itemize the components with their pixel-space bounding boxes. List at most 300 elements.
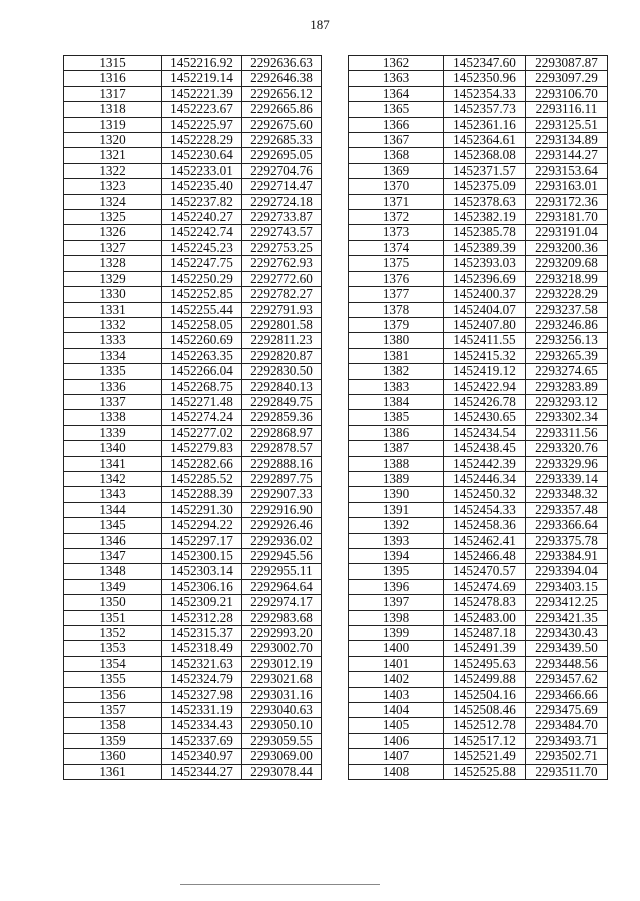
- table-row: [64, 471, 322, 486]
- point-number-cell: 1338: [64, 410, 162, 425]
- point-number-cell: 1349: [64, 579, 162, 594]
- coordinate-y-cell: 2293375.78: [526, 533, 608, 548]
- table-row: [64, 549, 322, 564]
- coordinate-y-cell: 2292897.75: [242, 471, 322, 486]
- coordinate-y-cell: 2293172.36: [526, 194, 608, 209]
- point-number-cell: 1387: [349, 441, 444, 456]
- table-row: [64, 749, 322, 764]
- coordinate-x-cell: 1452371.57: [444, 163, 526, 178]
- coordinate-y-cell: 2292646.38: [242, 71, 322, 86]
- table-row: [64, 533, 322, 548]
- table-row: [64, 302, 322, 317]
- coordinate-y-cell: 2293218.99: [526, 271, 608, 286]
- point-number-cell: 1365: [349, 102, 444, 117]
- coordinate-x-cell: 1452438.45: [444, 441, 526, 456]
- coordinate-x-cell: 1452495.63: [444, 656, 526, 671]
- coordinate-x-cell: 1452245.23: [162, 240, 242, 255]
- coordinate-y-cell: 2293106.70: [526, 86, 608, 101]
- coordinate-y-cell: 2293031.16: [242, 687, 322, 702]
- coordinate-x-cell: 1452334.43: [162, 718, 242, 733]
- coordinate-x-cell: 1452279.83: [162, 441, 242, 456]
- coordinate-y-cell: 2293448.56: [526, 656, 608, 671]
- coordinate-y-cell: 2293311.56: [526, 425, 608, 440]
- point-number-cell: 1330: [64, 287, 162, 302]
- coordinate-y-cell: 2293329.96: [526, 456, 608, 471]
- table-row: [349, 256, 608, 271]
- coordinate-x-cell: 1452422.94: [444, 379, 526, 394]
- point-number-cell: 1366: [349, 117, 444, 132]
- point-number-cell: 1322: [64, 163, 162, 178]
- point-number-cell: 1403: [349, 687, 444, 702]
- coordinate-x-cell: 1452400.37: [444, 287, 526, 302]
- point-number-cell: 1353: [64, 641, 162, 656]
- point-number-cell: 1392: [349, 518, 444, 533]
- point-number-cell: 1339: [64, 425, 162, 440]
- coordinate-y-cell: 2292945.56: [242, 549, 322, 564]
- table-row: [64, 687, 322, 702]
- coordinate-y-cell: 2293191.04: [526, 225, 608, 240]
- coordinate-y-cell: 2292974.17: [242, 595, 322, 610]
- coordinate-y-cell: 2293320.76: [526, 441, 608, 456]
- table-row: [64, 626, 322, 641]
- coordinate-y-cell: 2292665.86: [242, 102, 322, 117]
- point-number-cell: 1331: [64, 302, 162, 317]
- coordinate-y-cell: 2293274.65: [526, 364, 608, 379]
- coordinate-y-cell: 2293200.36: [526, 240, 608, 255]
- coordinate-y-cell: 2292704.76: [242, 163, 322, 178]
- point-number-cell: 1397: [349, 595, 444, 610]
- coordinate-x-cell: 1452350.96: [444, 71, 526, 86]
- coordinate-y-cell: 2292964.64: [242, 579, 322, 594]
- table-row: [64, 564, 322, 579]
- table-row: [349, 210, 608, 225]
- point-number-cell: 1342: [64, 471, 162, 486]
- point-number-cell: 1354: [64, 656, 162, 671]
- coordinate-x-cell: 1452242.74: [162, 225, 242, 240]
- table-row: [349, 333, 608, 348]
- point-number-cell: 1320: [64, 133, 162, 148]
- table-row: [64, 179, 322, 194]
- coordinate-y-cell: 2293246.86: [526, 317, 608, 332]
- table-row: [64, 210, 322, 225]
- point-number-cell: 1340: [64, 441, 162, 456]
- coordinate-y-cell: 2292695.05: [242, 148, 322, 163]
- table-row: [349, 302, 608, 317]
- coordinate-y-cell: 2292782.27: [242, 287, 322, 302]
- coordinate-x-cell: 1452258.05: [162, 317, 242, 332]
- coordinate-x-cell: 1452419.12: [444, 364, 526, 379]
- coordinate-x-cell: 1452282.66: [162, 456, 242, 471]
- table-row: [64, 133, 322, 148]
- coordinate-x-cell: 1452277.02: [162, 425, 242, 440]
- coordinate-table-left: [63, 55, 322, 780]
- coordinate-y-cell: 2292936.02: [242, 533, 322, 548]
- coordinate-y-cell: 2292733.87: [242, 210, 322, 225]
- coordinate-y-cell: 2293412.25: [526, 595, 608, 610]
- coordinate-x-cell: 1452404.07: [444, 302, 526, 317]
- point-number-cell: 1373: [349, 225, 444, 240]
- coordinate-y-cell: 2293228.29: [526, 287, 608, 302]
- coordinate-x-cell: 1452309.21: [162, 595, 242, 610]
- coordinate-x-cell: 1452354.33: [444, 86, 526, 101]
- table-row: [64, 364, 322, 379]
- coordinate-y-cell: 2293125.51: [526, 117, 608, 132]
- table-row: [349, 271, 608, 286]
- point-number-cell: 1317: [64, 86, 162, 101]
- coordinate-y-cell: 2292849.75: [242, 394, 322, 409]
- table-row: [64, 379, 322, 394]
- coordinate-x-cell: 1452525.88: [444, 764, 526, 779]
- point-number-cell: 1316: [64, 71, 162, 86]
- coordinate-x-cell: 1452230.64: [162, 148, 242, 163]
- point-number-cell: 1332: [64, 317, 162, 332]
- table-row: [349, 641, 608, 656]
- coordinate-y-cell: 2292868.97: [242, 425, 322, 440]
- table-row: [349, 687, 608, 702]
- coordinate-y-cell: 2293283.89: [526, 379, 608, 394]
- coordinate-x-cell: 1452219.14: [162, 71, 242, 86]
- coordinate-y-cell: 2293050.10: [242, 718, 322, 733]
- coordinate-x-cell: 1452499.88: [444, 672, 526, 687]
- point-number-cell: 1394: [349, 549, 444, 564]
- table-row: [64, 394, 322, 409]
- coordinate-y-cell: 2293163.01: [526, 179, 608, 194]
- point-number-cell: 1329: [64, 271, 162, 286]
- coordinate-x-cell: 1452368.08: [444, 148, 526, 163]
- point-number-cell: 1333: [64, 333, 162, 348]
- point-number-cell: 1378: [349, 302, 444, 317]
- coordinate-x-cell: 1452508.46: [444, 703, 526, 718]
- point-number-cell: 1359: [64, 733, 162, 748]
- coordinate-y-cell: 2293475.69: [526, 703, 608, 718]
- table-row: [64, 672, 322, 687]
- table-row: [349, 656, 608, 671]
- table-row: [64, 287, 322, 302]
- coordinate-x-cell: 1452389.39: [444, 240, 526, 255]
- coordinate-x-cell: 1452268.75: [162, 379, 242, 394]
- point-number-cell: 1341: [64, 456, 162, 471]
- coordinate-y-cell: 2293209.68: [526, 256, 608, 271]
- table-row: [349, 718, 608, 733]
- table-row: [349, 487, 608, 502]
- coordinate-x-cell: 1452450.32: [444, 487, 526, 502]
- coordinate-x-cell: 1452446.34: [444, 471, 526, 486]
- coordinate-y-cell: 2293069.00: [242, 749, 322, 764]
- point-number-cell: 1346: [64, 533, 162, 548]
- coordinate-y-cell: 2293134.89: [526, 133, 608, 148]
- table-row: [349, 471, 608, 486]
- point-number-cell: 1408: [349, 764, 444, 779]
- point-number-cell: 1389: [349, 471, 444, 486]
- coordinate-x-cell: 1452340.97: [162, 749, 242, 764]
- coordinate-y-cell: 2293484.70: [526, 718, 608, 733]
- coordinate-y-cell: 2293059.55: [242, 733, 322, 748]
- table-row: [64, 225, 322, 240]
- coordinate-y-cell: 2293265.39: [526, 348, 608, 363]
- point-number-cell: 1381: [349, 348, 444, 363]
- coordinate-x-cell: 1452411.55: [444, 333, 526, 348]
- coordinate-y-cell: 2292724.18: [242, 194, 322, 209]
- table-row: [349, 179, 608, 194]
- coordinate-y-cell: 2293116.11: [526, 102, 608, 117]
- table-row: [64, 641, 322, 656]
- point-number-cell: 1348: [64, 564, 162, 579]
- table-row: [349, 102, 608, 117]
- coordinate-y-cell: 2293348.32: [526, 487, 608, 502]
- table-row: [349, 502, 608, 517]
- coordinate-x-cell: 1452237.82: [162, 194, 242, 209]
- coordinate-x-cell: 1452396.69: [444, 271, 526, 286]
- coordinate-y-cell: 2292840.13: [242, 379, 322, 394]
- table-row: [64, 117, 322, 132]
- table-row: [64, 86, 322, 101]
- coordinate-x-cell: 1452266.04: [162, 364, 242, 379]
- coordinate-y-cell: 2293087.87: [526, 56, 608, 71]
- coordinate-y-cell: 2293493.71: [526, 733, 608, 748]
- point-number-cell: 1357: [64, 703, 162, 718]
- table-row: [64, 656, 322, 671]
- table-row: [64, 333, 322, 348]
- point-number-cell: 1399: [349, 626, 444, 641]
- coordinate-y-cell: 2292685.33: [242, 133, 322, 148]
- coordinate-x-cell: 1452361.16: [444, 117, 526, 132]
- coordinate-y-cell: 2292907.33: [242, 487, 322, 502]
- coordinate-y-cell: 2293002.70: [242, 641, 322, 656]
- coordinate-y-cell: 2292888.16: [242, 456, 322, 471]
- table-row: [64, 71, 322, 86]
- table-body: [349, 56, 608, 780]
- table-row: [64, 502, 322, 517]
- table-row: [349, 117, 608, 132]
- coordinate-y-cell: 2292714.47: [242, 179, 322, 194]
- coordinate-y-cell: 2293511.70: [526, 764, 608, 779]
- point-number-cell: 1369: [349, 163, 444, 178]
- point-number-cell: 1318: [64, 102, 162, 117]
- table-row: [349, 579, 608, 594]
- coordinate-y-cell: 2293502.71: [526, 749, 608, 764]
- point-number-cell: 1324: [64, 194, 162, 209]
- coordinate-table-right: [348, 55, 608, 780]
- coordinate-x-cell: 1452385.78: [444, 225, 526, 240]
- coordinate-y-cell: 2292772.60: [242, 271, 322, 286]
- point-number-cell: 1352: [64, 626, 162, 641]
- coordinate-x-cell: 1452378.63: [444, 194, 526, 209]
- point-number-cell: 1398: [349, 610, 444, 625]
- coordinate-y-cell: 2293394.04: [526, 564, 608, 579]
- coordinate-x-cell: 1452466.48: [444, 549, 526, 564]
- table-row: [349, 564, 608, 579]
- table-row: [349, 425, 608, 440]
- table-row: [64, 410, 322, 425]
- table-row: [349, 379, 608, 394]
- coordinate-x-cell: 1452382.19: [444, 210, 526, 225]
- table-row: [64, 348, 322, 363]
- point-number-cell: 1343: [64, 487, 162, 502]
- table-row: [349, 518, 608, 533]
- point-number-cell: 1355: [64, 672, 162, 687]
- table-row: [349, 749, 608, 764]
- point-number-cell: 1405: [349, 718, 444, 733]
- table-row: [349, 348, 608, 363]
- coordinate-x-cell: 1452303.14: [162, 564, 242, 579]
- coordinate-x-cell: 1452415.32: [444, 348, 526, 363]
- coordinate-x-cell: 1452312.28: [162, 610, 242, 625]
- point-number-cell: 1386: [349, 425, 444, 440]
- table-row: [64, 579, 322, 594]
- table-row: [349, 71, 608, 86]
- table-row: [349, 287, 608, 302]
- point-number-cell: 1367: [349, 133, 444, 148]
- coordinate-y-cell: 2292983.68: [242, 610, 322, 625]
- table-row: [349, 394, 608, 409]
- coordinate-x-cell: 1452393.03: [444, 256, 526, 271]
- table-row: [64, 102, 322, 117]
- point-number-cell: 1385: [349, 410, 444, 425]
- coordinate-y-cell: 2293153.64: [526, 163, 608, 178]
- coordinate-y-cell: 2292801.58: [242, 317, 322, 332]
- coordinate-y-cell: 2293040.63: [242, 703, 322, 718]
- coordinate-y-cell: 2292791.93: [242, 302, 322, 317]
- table-row: [64, 240, 322, 255]
- coordinate-y-cell: 2293021.68: [242, 672, 322, 687]
- point-number-cell: 1325: [64, 210, 162, 225]
- coordinate-x-cell: 1452512.78: [444, 718, 526, 733]
- coordinate-y-cell: 2293237.58: [526, 302, 608, 317]
- coordinate-y-cell: 2293457.62: [526, 672, 608, 687]
- table-row: [64, 610, 322, 625]
- coordinate-y-cell: 2292955.11: [242, 564, 322, 579]
- point-number-cell: 1371: [349, 194, 444, 209]
- coordinate-y-cell: 2293384.91: [526, 549, 608, 564]
- point-number-cell: 1358: [64, 718, 162, 733]
- point-number-cell: 1391: [349, 502, 444, 517]
- table-row: [64, 733, 322, 748]
- coordinate-x-cell: 1452347.60: [444, 56, 526, 71]
- coordinate-x-cell: 1452337.69: [162, 733, 242, 748]
- coordinate-x-cell: 1452274.24: [162, 410, 242, 425]
- table-row: [349, 733, 608, 748]
- point-number-cell: 1344: [64, 502, 162, 517]
- point-number-cell: 1374: [349, 240, 444, 255]
- coordinate-x-cell: 1452327.98: [162, 687, 242, 702]
- table-row: [349, 533, 608, 548]
- point-number-cell: 1372: [349, 210, 444, 225]
- point-number-cell: 1335: [64, 364, 162, 379]
- coordinate-x-cell: 1452491.39: [444, 641, 526, 656]
- table-row: [349, 86, 608, 101]
- coordinate-y-cell: 2292811.23: [242, 333, 322, 348]
- coordinate-x-cell: 1452288.39: [162, 487, 242, 502]
- point-number-cell: 1383: [349, 379, 444, 394]
- coordinate-x-cell: 1452263.35: [162, 348, 242, 363]
- coordinate-x-cell: 1452255.44: [162, 302, 242, 317]
- point-number-cell: 1375: [349, 256, 444, 271]
- point-number-cell: 1377: [349, 287, 444, 302]
- table-row: [349, 456, 608, 471]
- coordinate-y-cell: 2292859.36: [242, 410, 322, 425]
- table-row: [349, 703, 608, 718]
- coordinate-x-cell: 1452291.30: [162, 502, 242, 517]
- table-row: [64, 487, 322, 502]
- coordinate-x-cell: 1452454.33: [444, 502, 526, 517]
- coordinate-y-cell: 2292636.63: [242, 56, 322, 71]
- coordinate-x-cell: 1452357.73: [444, 102, 526, 117]
- coordinate-y-cell: 2292762.93: [242, 256, 322, 271]
- coordinate-x-cell: 1452344.27: [162, 764, 242, 779]
- point-number-cell: 1361: [64, 764, 162, 779]
- table-row: [349, 672, 608, 687]
- table-row: [349, 133, 608, 148]
- table-row: [349, 194, 608, 209]
- coordinate-y-cell: 2293439.50: [526, 641, 608, 656]
- coordinate-x-cell: 1452247.75: [162, 256, 242, 271]
- point-number-cell: 1407: [349, 749, 444, 764]
- coordinate-y-cell: 2293144.27: [526, 148, 608, 163]
- point-number-cell: 1350: [64, 595, 162, 610]
- coordinate-x-cell: 1452504.16: [444, 687, 526, 702]
- table-row: [349, 148, 608, 163]
- point-number-cell: 1395: [349, 564, 444, 579]
- coordinate-x-cell: 1452442.39: [444, 456, 526, 471]
- coordinate-y-cell: 2293012.19: [242, 656, 322, 671]
- coordinate-y-cell: 2293403.15: [526, 579, 608, 594]
- point-number-cell: 1363: [349, 71, 444, 86]
- coordinate-x-cell: 1452474.69: [444, 579, 526, 594]
- coordinate-x-cell: 1452517.12: [444, 733, 526, 748]
- coordinate-x-cell: 1452297.17: [162, 533, 242, 548]
- table-row: [64, 703, 322, 718]
- coordinate-x-cell: 1452318.49: [162, 641, 242, 656]
- coordinate-x-cell: 1452315.37: [162, 626, 242, 641]
- coordinate-x-cell: 1452225.97: [162, 117, 242, 132]
- coordinate-x-cell: 1452375.09: [444, 179, 526, 194]
- table-row: [64, 148, 322, 163]
- point-number-cell: 1336: [64, 379, 162, 394]
- point-number-cell: 1379: [349, 317, 444, 332]
- coordinate-x-cell: 1452483.00: [444, 610, 526, 625]
- table-row: [64, 764, 322, 779]
- coordinate-x-cell: 1452235.40: [162, 179, 242, 194]
- point-number-cell: 1334: [64, 348, 162, 363]
- table-row: [349, 595, 608, 610]
- coordinate-x-cell: 1452331.19: [162, 703, 242, 718]
- table-row: [349, 317, 608, 332]
- table-row: [64, 163, 322, 178]
- coordinate-x-cell: 1452324.79: [162, 672, 242, 687]
- table-row: [64, 256, 322, 271]
- coordinate-y-cell: 2293421.35: [526, 610, 608, 625]
- point-number-cell: 1326: [64, 225, 162, 240]
- coordinate-y-cell: 2292675.60: [242, 117, 322, 132]
- coordinate-x-cell: 1452434.54: [444, 425, 526, 440]
- coordinate-y-cell: 2293293.12: [526, 394, 608, 409]
- point-number-cell: 1384: [349, 394, 444, 409]
- table-row: [64, 271, 322, 286]
- table-row: [349, 764, 608, 779]
- table-row: [349, 410, 608, 425]
- table-row: [64, 456, 322, 471]
- point-number-cell: 1345: [64, 518, 162, 533]
- coordinate-y-cell: 2293181.70: [526, 210, 608, 225]
- coordinate-x-cell: 1452233.01: [162, 163, 242, 178]
- point-number-cell: 1351: [64, 610, 162, 625]
- point-number-cell: 1315: [64, 56, 162, 71]
- page-number: 187: [310, 17, 330, 32]
- point-number-cell: 1393: [349, 533, 444, 548]
- point-number-cell: 1360: [64, 749, 162, 764]
- point-number-cell: 1404: [349, 703, 444, 718]
- table-row: [64, 718, 322, 733]
